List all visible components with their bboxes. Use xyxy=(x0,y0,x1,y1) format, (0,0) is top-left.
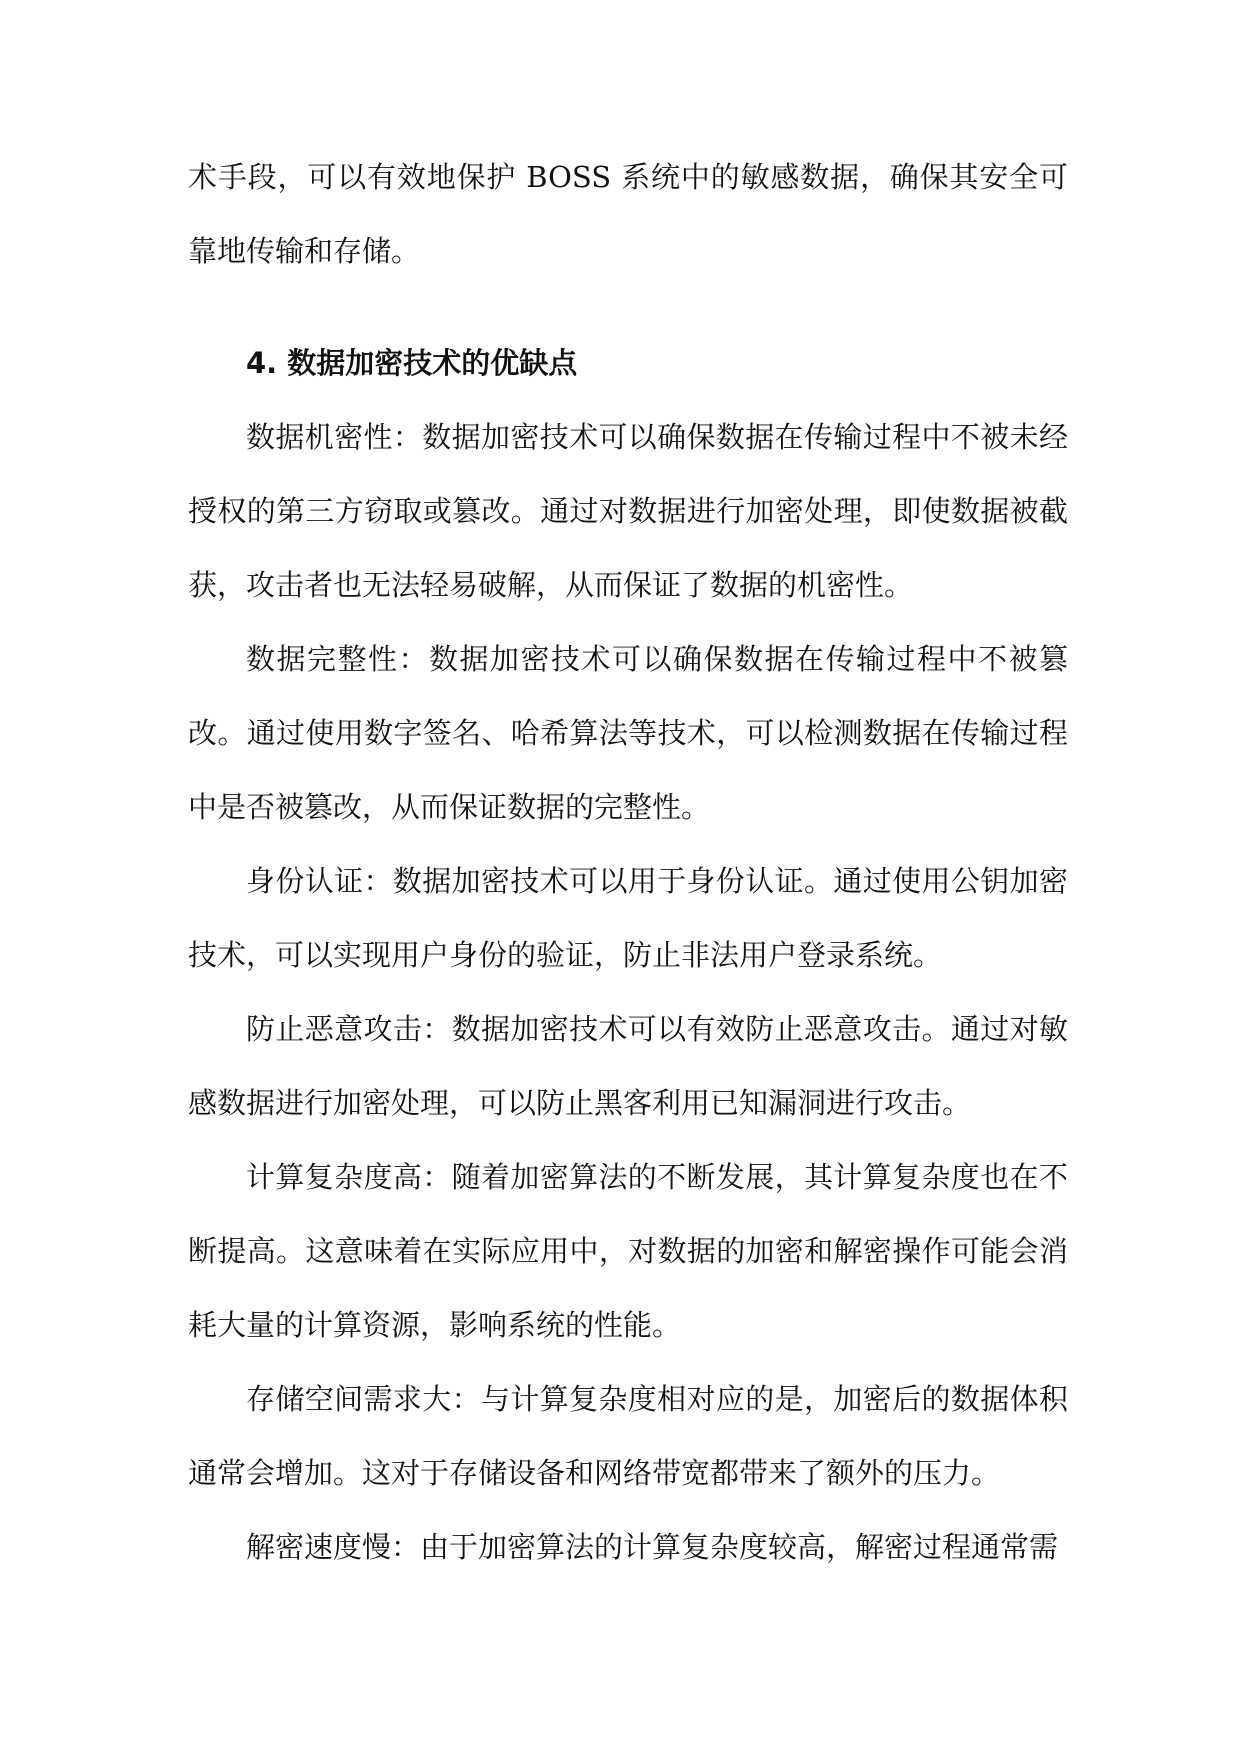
continuation-paragraph: 术手段，可以有效地保护 BOSS 系统中的敏感数据，确保其安全可靠地传输和存储。 xyxy=(188,160,1068,268)
paragraph-computational-complexity: 计算复杂度高：随着加密算法的不断发展，其计算复杂度也在不断提高。这意味着在实际应用中，对数据的加密和解密操作可能会消耗大量的计算资源，影响系统的性能。 xyxy=(188,1160,1068,1342)
paragraph-integrity: 数据完整性：数据加密技术可以确保数据在传输过程中不被篡改。通过使用数字签名、哈希算法等技术，可以检测数据在传输过程中是否被篡改，从而保证数据的完整性。 xyxy=(188,642,1068,824)
section-heading: 4. 数据加密技术的优缺点 xyxy=(246,346,578,380)
paragraph-storage-requirements: 存储空间需求大：与计算复杂度相对应的是，加密后的数据体积通常会增加。这对于存储设备和网络带宽都带来了额外的压力。 xyxy=(188,1382,1068,1490)
paragraph-confidentiality: 数据机密性：数据加密技术可以确保数据在传输过程中不被未经授权的第三方窃取或篡改。通过对数据进行加密处理，即使数据被截获，攻击者也无法轻易破解，从而保证了数据的机密性。 xyxy=(188,420,1068,602)
paragraph-authentication: 身份认证：数据加密技术可以用于身份认证。通过使用公钥加密技术，可以实现用户身份的验证，防止非法用户登录系统。 xyxy=(188,864,1068,972)
paragraph-attack-prevention: 防止恶意攻击：数据加密技术可以有效防止恶意攻击。通过对敏感数据进行加密处理，可以防止黑客利用已知漏洞进行攻击。 xyxy=(188,1012,1068,1120)
document-body xyxy=(188,140,1068,1584)
paragraph-decryption-speed: 解密速度慢：由于加密算法的计算复杂度较高，解密过程通常需 xyxy=(246,1530,1059,1564)
